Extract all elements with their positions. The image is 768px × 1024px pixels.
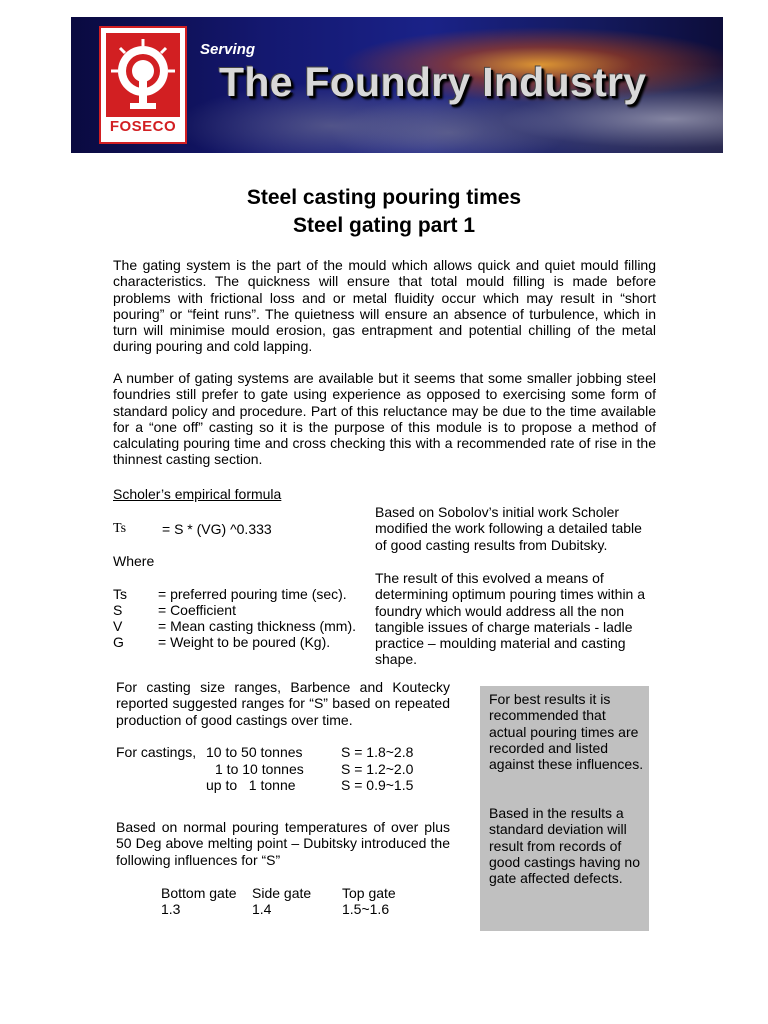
intro-paragraph-2: A number of gating systems are available but it seems that some smaller jobbing steel foundries still prefer to gate using experience as opposed to exercising some form of standard policy and procedure. Part of this reluctance may be due to the time available for a “one off” casting so it is the purpose of this module is to propose a method of calculating pouring time and cross checking this with a recommended rate of rise in the thinnest casting section. (113, 370, 656, 468)
recommendation-text-2: Based in the results a standard deviation will result from records of good castings having no gate affected defects. (489, 805, 640, 887)
formula-lhs: Ts (113, 521, 127, 536)
range-s-value: S = 1.8~2.8 (341, 744, 414, 760)
banner-title: The Foundry Industry (219, 59, 647, 105)
result-note: The result of this evolved a means of determining optimum pouring times within a foundry which would address all the non tangible issues of charge materials - ladle practice – moulding material and casting shape. (375, 570, 646, 668)
recommendation-box (480, 686, 649, 931)
gate-name: Side gate (252, 885, 312, 901)
flame-emblem-icon (106, 33, 180, 117)
foseco-logo (99, 26, 187, 144)
page-subtitle: Steel gating part 1 (292, 214, 476, 237)
formula-heading: Scholer’s empirical formula (113, 486, 282, 502)
variable-definition: = Mean casting thickness (mm). (158, 618, 357, 634)
sobolov-note: Based on Sobolov’s initial work Scholer modified the work following a detailed table of good casting results from Dubitsky. (375, 504, 642, 553)
variable-symbol: G (113, 634, 124, 650)
variable-definition: = preferred pouring time (sec). (158, 586, 347, 602)
influences-paragraph: Based on normal pouring temperatures of over plus 50 Deg above melting point – Dubitsky introduced the following influences for “S” (116, 819, 450, 868)
variable-symbol: Ts (113, 586, 127, 602)
range-s-value: S = 0.9~1.5 (341, 777, 414, 793)
variable-symbol: V (113, 618, 123, 634)
range-size: 1 to 10 tonnes (215, 761, 304, 777)
variable-definition: = Weight to be poured (Kg). (158, 634, 331, 650)
banner-serving-label: Serving (200, 41, 256, 58)
ranges-label: For castings, (116, 744, 197, 760)
where-label: Where (113, 553, 155, 569)
recommendation-text-1: For best results it is recommended that actual pouring times are recorded and listed against these influences. (489, 691, 644, 773)
gate-name: Top gate (342, 885, 396, 901)
range-size: up to 1 tonne (206, 777, 296, 793)
range-s-value: S = 1.2~2.0 (341, 761, 414, 777)
variable-definition: = Coefficient (158, 602, 236, 618)
gate-value: 1.3 (161, 901, 181, 917)
gate-name: Bottom gate (161, 885, 237, 901)
gate-value: 1.5~1.6 (342, 901, 390, 917)
size-ranges-paragraph: For casting size ranges, Barbence and Koutecky reported suggested ranges for “S” based on repeated production of good castings over time. (116, 679, 450, 728)
page-title: Steel casting pouring times (246, 186, 522, 209)
header-banner (71, 17, 723, 153)
logo-wordmark: FOSECO (109, 118, 177, 135)
formula-rhs: = S * (VG) ^0.333 (162, 521, 272, 537)
variable-symbol: S (113, 602, 123, 618)
intro-paragraph-1: The gating system is the part of the mould which allows quick and quiet mould filling characteristics. The quickness will ensure that total mould filling is made before problems with frictional loss and or metal fluidity occur which may result in “short pouring” or “feint runs”. The quietness will ensure an absence of turbulence, which in turn will minimise mould erosion, gas entrapment and potential chilling of the metal during pouring and cold lapping. (113, 257, 656, 355)
gate-value: 1.4 (252, 901, 272, 917)
range-size: 10 to 50 tonnes (206, 744, 303, 760)
